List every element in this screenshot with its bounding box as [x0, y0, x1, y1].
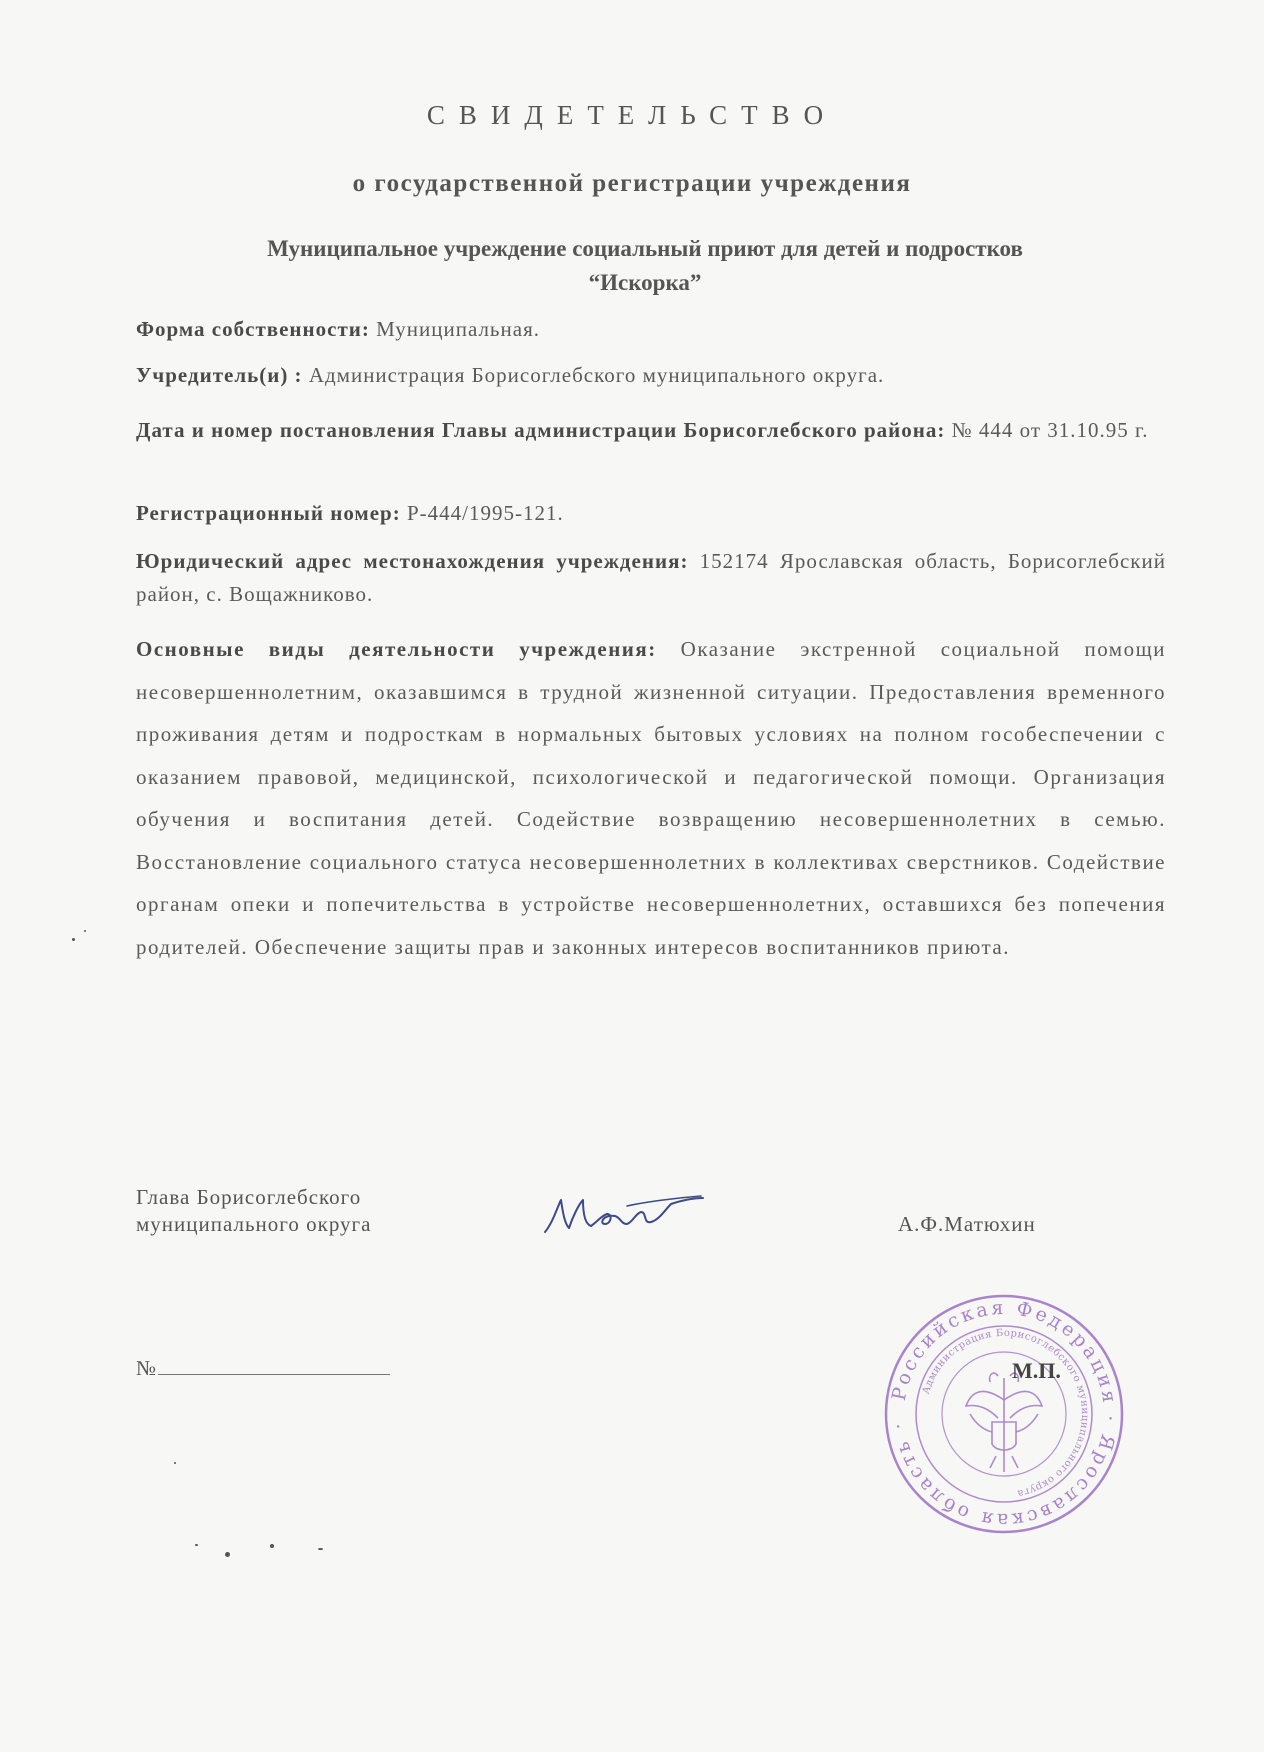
- number-blank-line: [158, 1374, 390, 1375]
- activities-value: Оказание экстренной социальной помощи несовершеннолетним, оказавшимся в трудной жизненной ситуации. Предоставления временного проживания детям и подросткам в нормальных бытовых условиях на полном гособеспечении с оказанием правовой, медицинской, психологической и педагогической помощи. Организация обучения и воспитания детей. Содействие возвращению несовершеннолетних в семью. Восстановление социального статуса несовершеннолетних в коллективах сверстников. Содействие органам опеки и попечительства в устройстве несовершеннолетних, оставшихся без попечения родителей. Обеспечение защиты прав и законных интересов воспитанников приюта.: [136, 637, 1166, 959]
- signatory-title-line1: Глава Борисоглебского: [136, 1185, 362, 1209]
- activities-label: Основные виды деятельности учреждения:: [136, 637, 657, 661]
- founder-field: [136, 359, 1166, 392]
- scan-speck: [225, 1552, 230, 1557]
- official-seal-stamp: [880, 1290, 1128, 1538]
- handwritten-signature: [535, 1180, 705, 1250]
- reg-number-field: [136, 497, 1166, 530]
- scan-speck: [270, 1544, 274, 1548]
- scan-speck: [318, 1548, 323, 1550]
- document-subtitle: о государственной регистрации учреждения: [352, 170, 912, 197]
- svg-text:Российская Федерация · Ярослав: Российская Федерация · Ярославская область ·: [887, 1296, 1122, 1532]
- signatory-title-line2: муниципального округа: [136, 1212, 372, 1236]
- decree-field: [136, 414, 1166, 447]
- ownership-value: Муниципальная.: [369, 317, 540, 341]
- organization-name-line1: Муниципальное учреждение социальный приют для детей и подростков: [267, 236, 1023, 261]
- ownership-field: [136, 313, 1166, 346]
- signatory-title: [136, 1184, 476, 1238]
- reg-number-value: Р-444/1995-121.: [400, 501, 564, 525]
- decree-label: Дата и номер постановления Главы администрации Борисоглебского района:: [136, 418, 946, 442]
- address-value: 152174 Ярославская область, Борисоглебский район, с. Вощажниково.: [136, 549, 1166, 606]
- scan-speck: [84, 930, 86, 932]
- reg-number-label: Регистрационный номер:: [136, 501, 401, 525]
- document-title: СВИДЕТЕЛЬСТВО: [426, 100, 838, 130]
- decree-value: № 444 от 31.10.95 г.: [945, 418, 1149, 442]
- scan-speck: [174, 1462, 176, 1464]
- signatory-name: А.Ф.Матюхин: [898, 1212, 1036, 1236]
- ownership-label: Форма собственности:: [136, 317, 370, 341]
- scan-speck: [72, 938, 75, 941]
- stamp-mark-mp: М.П.: [1012, 1358, 1061, 1383]
- organization-name: [130, 232, 1160, 300]
- organization-name-line2: “Искорка”: [588, 270, 702, 295]
- number-label: №: [136, 1356, 157, 1380]
- eagle-emblem-icon: [966, 1373, 1042, 1472]
- address-label: Юридический адрес местонахождения учреждения:: [136, 549, 689, 573]
- registration-number-line: [136, 1356, 390, 1381]
- scan-speck: [195, 1544, 198, 1546]
- address-field: [136, 545, 1166, 611]
- svg-text:Администрация Борисоглебского: Администрация Борисоглебского муниципального округа: [920, 1327, 1091, 1499]
- founder-label: Учредитель(и) :: [136, 363, 303, 387]
- activities-field: [136, 628, 1166, 968]
- founder-value: Администрация Борисоглебского муниципального округа.: [302, 363, 885, 387]
